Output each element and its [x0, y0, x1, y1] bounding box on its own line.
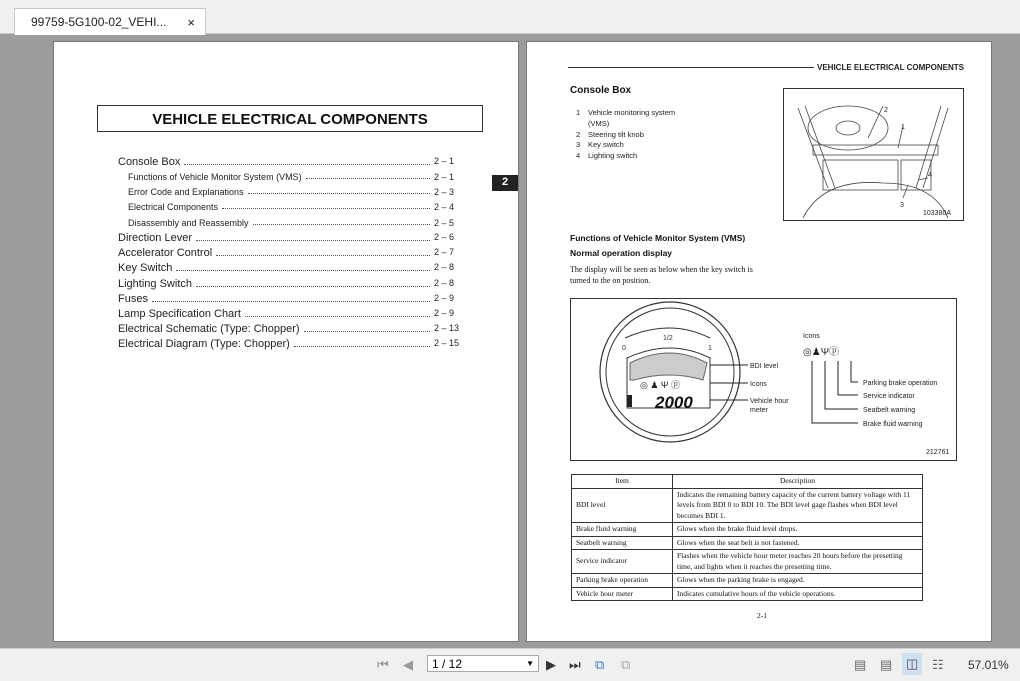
- zoom-level[interactable]: 57.01%: [968, 658, 1009, 672]
- continuous-icon[interactable]: ▤: [880, 657, 893, 672]
- toc-label: Lamp Specification Chart: [118, 308, 241, 320]
- toc-page: 2 – 9: [434, 293, 455, 303]
- item-label: (VMS): [588, 118, 610, 128]
- item-number: 3: [576, 140, 581, 150]
- toc-label: Key Switch: [118, 262, 173, 274]
- table-row: [572, 536, 923, 550]
- leader-dots: [196, 232, 430, 241]
- intro-paragraph: The display will be seen as below when the key switch is turned to the on position.: [570, 265, 753, 285]
- description-cell: Glows when the brake fluid level drops.: [673, 523, 923, 537]
- leader-dots: [184, 156, 430, 165]
- toc-entry[interactable]: [128, 187, 462, 197]
- toc-entry[interactable]: [118, 338, 462, 350]
- toc-label: Lighting Switch: [118, 278, 192, 290]
- console-item: [576, 130, 675, 141]
- toc-label: Electrical Components: [128, 202, 219, 212]
- toc-page: 2 – 15: [434, 338, 460, 348]
- toc-entry[interactable]: [128, 218, 462, 228]
- toc-page: 2 – 8: [434, 278, 455, 288]
- label-meter: meter: [750, 407, 768, 414]
- label-hour: Vehicle hour: [750, 398, 789, 405]
- item-number: 4: [576, 151, 581, 161]
- chapter-title: VEHICLE ELECTRICAL COMPONENTS: [97, 105, 483, 132]
- section-tab: 2: [492, 175, 518, 191]
- running-header: VEHICLE ELECTRICAL COMPONENTS: [817, 63, 964, 72]
- go-back-icon[interactable]: ⧉: [595, 657, 605, 672]
- figure-id: 212761: [926, 449, 950, 456]
- item-label: Vehicle monitoring system: [588, 108, 676, 117]
- callout-4: 4: [928, 172, 932, 179]
- tab-title: 99759-5G100-02_VEHI...: [31, 15, 167, 29]
- item-label: Steering tilt knob: [588, 129, 644, 139]
- toc-entry[interactable]: [118, 323, 462, 335]
- toc-page: 2 – 13: [434, 323, 460, 333]
- description-cell: Glows when the parking brake is engaged.: [673, 574, 923, 588]
- leader-dots: [222, 202, 430, 209]
- toc-label: Disassembly and Reassembly: [128, 218, 249, 228]
- description-cell: Indicates the remaining battery capacity of the current battery voltage with 11 levels from BDI 0 to BDI 10. The BDI level gage flashes when BDI level becomes BDI 1.: [673, 488, 923, 523]
- toc-entry[interactable]: [118, 232, 462, 244]
- item-cell: Seatbelt warning: [572, 536, 673, 550]
- go-forward-icon[interactable]: ⧉: [621, 657, 631, 672]
- toc-label: Functions of Vehicle Monitor System (VMS): [128, 172, 302, 182]
- toc-page: 2 – 1: [434, 156, 455, 166]
- item-cell: Service indicator: [572, 550, 673, 574]
- vms-display-figure: [570, 298, 957, 461]
- table-row: [572, 587, 923, 601]
- legend-service: Service indicator: [863, 393, 915, 400]
- toc-page: 2 – 1: [434, 172, 455, 182]
- legend-seatbelt: Seatbelt warning: [863, 407, 916, 414]
- toc-page: 2 – 6: [434, 232, 455, 242]
- item-label: Lighting switch: [588, 151, 638, 161]
- item-cell: Parking brake operation: [572, 574, 673, 588]
- lcd-icons: ◎ ♟ Ψ ⓟ: [640, 380, 680, 390]
- callout-2: 2: [884, 107, 888, 114]
- toc-label: Accelerator Control: [118, 247, 213, 259]
- label-bdi: BDI level: [750, 363, 779, 370]
- page-number: 2-1: [757, 611, 767, 620]
- leader-dots: [253, 218, 430, 225]
- item-number: 2: [576, 129, 581, 139]
- console-item: [576, 119, 675, 130]
- toc-entry[interactable]: [118, 278, 462, 290]
- item-cell: Brake fluid warning: [572, 523, 673, 537]
- toc-entry[interactable]: [128, 172, 462, 182]
- figure-id: 103380A: [923, 210, 952, 217]
- normal-display-heading: Normal operation display: [570, 248, 673, 258]
- console-item: [576, 140, 675, 151]
- vms-heading: Functions of Vehicle Monitor System (VMS): [570, 233, 746, 243]
- item-number: [576, 119, 588, 130]
- prev-page-icon[interactable]: ◀: [403, 657, 413, 672]
- toc-entry[interactable]: [118, 247, 462, 259]
- hourglass-icon: [627, 395, 632, 407]
- description-cell: Indicates cumulative hours of the vehicle operations.: [673, 587, 923, 601]
- item-number: 1: [576, 108, 581, 117]
- toc-page: 2 – 7: [434, 247, 455, 257]
- table-row: [572, 550, 923, 574]
- toc-label: Error Code and Explanations: [128, 187, 244, 197]
- chevron-down-icon[interactable]: ▼: [526, 659, 534, 668]
- single-page-icon[interactable]: ▤: [854, 657, 867, 672]
- toc-label: Electrical Diagram (Type: Chopper): [118, 338, 290, 350]
- toc-label: Console Box: [118, 156, 181, 168]
- toc-label: Direction Lever: [118, 232, 192, 244]
- scale-half: 1/2: [663, 335, 673, 342]
- toc-label: Electrical Schematic (Type: Chopper): [118, 323, 300, 335]
- page-value: 1 / 12: [432, 657, 463, 671]
- toc-entry[interactable]: [118, 308, 462, 320]
- legend-brake: Brake fluid warning: [863, 421, 923, 428]
- toc-page: 2 – 9: [434, 308, 455, 318]
- console-box-heading: Console Box: [570, 85, 632, 96]
- leader-dots: [152, 293, 430, 302]
- leader-dots: [216, 247, 430, 256]
- continuous-facing-icon[interactable]: ☷: [932, 657, 944, 672]
- col-description: Description: [673, 475, 923, 489]
- toc-entry[interactable]: [118, 262, 462, 274]
- facing-pages-icon[interactable]: ◫: [902, 653, 922, 675]
- leader-dots: [304, 323, 430, 332]
- table-row: [572, 488, 923, 523]
- close-tab-icon[interactable]: ×: [187, 15, 195, 30]
- leader-dots: [306, 172, 430, 179]
- first-page-icon[interactable]: ⏮: [377, 657, 389, 672]
- callout-3: 3: [900, 202, 904, 209]
- leader-dots: [248, 187, 430, 194]
- page-number-input[interactable]: [427, 655, 539, 672]
- console-item-list: [576, 108, 675, 162]
- leader-dots: [176, 262, 430, 271]
- scale-0: 0: [622, 345, 626, 352]
- document-tab[interactable]: [14, 8, 206, 35]
- console-item: [576, 108, 675, 119]
- hour-meter-value: 2000: [655, 393, 693, 412]
- item-cell: BDI level: [572, 488, 673, 523]
- table-row: [572, 574, 923, 588]
- description-cell: Glows when the seat belt is not fastened.: [673, 536, 923, 550]
- col-item: Item: [572, 475, 673, 489]
- header-rule: [568, 67, 814, 68]
- item-cell: Vehicle hour meter: [572, 587, 673, 601]
- toc-page: 2 – 3: [434, 187, 455, 197]
- leader-dots: [294, 338, 430, 347]
- toc-label: Fuses: [118, 293, 148, 305]
- toc-entry[interactable]: [118, 156, 462, 168]
- toc-entry[interactable]: [128, 202, 462, 212]
- next-page-icon[interactable]: ▶: [546, 657, 556, 672]
- icons-title: Icons: [803, 333, 820, 340]
- toc-page: 2 – 8: [434, 262, 455, 272]
- leader-dots: [196, 278, 430, 287]
- description-cell: Flashes when the vehicle hour meter reaches 20 hours before the presetting time, and lights when it reaches the presetting time.: [673, 550, 923, 574]
- console-item: [576, 151, 675, 162]
- last-page-icon[interactable]: ⏭: [569, 657, 581, 672]
- console-figure: [783, 88, 964, 221]
- table-row: [572, 523, 923, 537]
- legend-icons: ◎♟Ψⓟ: [803, 347, 840, 358]
- toc-entry[interactable]: [118, 293, 462, 305]
- scale-1: 1: [708, 345, 712, 352]
- item-label: Key switch: [588, 140, 624, 150]
- callout-1: 1: [901, 124, 905, 131]
- toc-page: 2 – 5: [434, 218, 455, 228]
- legend-parking: Parking brake operation: [863, 380, 938, 387]
- tab-bar: [0, 0, 1020, 34]
- label-icons: Icons: [750, 381, 767, 388]
- toc-page: 2 – 4: [434, 202, 455, 212]
- vms-table: [571, 474, 923, 601]
- leader-dots: [245, 308, 430, 317]
